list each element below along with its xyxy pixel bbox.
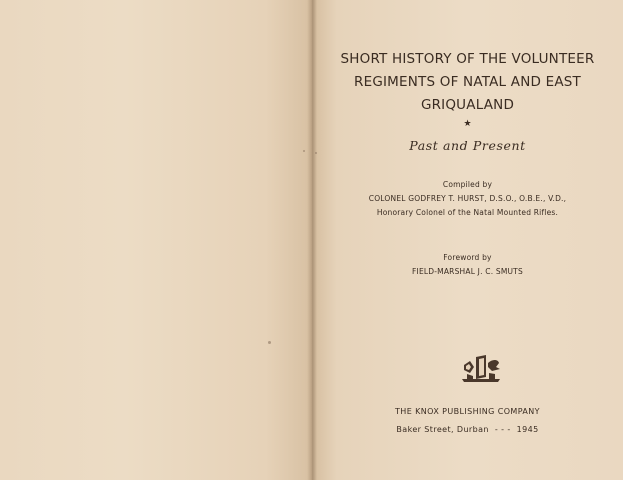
book-gutter: [307, 0, 317, 480]
book-title: [312, 48, 623, 117]
compiler-credit: [312, 178, 623, 220]
star-ornament: ★: [463, 119, 472, 129]
book-subtitle: Past and Present: [409, 138, 526, 153]
compiled-by-label: Compiled by: [442, 180, 493, 189]
foreword-author: FIELD-MARSHAL J. C. SMUTS: [412, 267, 523, 276]
compiler-name: COLONEL GODFREY T. HURST, D.S.O., O.B.E., V.D.,: [368, 194, 567, 203]
title-line: GRIQUALAND: [420, 97, 515, 113]
title-line: REGIMENTS OF NATAL AND EAST: [354, 74, 581, 90]
compiler-role: Honorary Colonel of the Natal Mounted Rifles.: [376, 208, 559, 217]
publication-year: 1945: [516, 425, 539, 434]
publisher-address: Baker Street, Durban: [396, 425, 489, 434]
foreword-by-label: Foreword by: [443, 253, 492, 262]
publisher-imprint: [312, 403, 623, 439]
paper-speck: [268, 341, 271, 344]
publisher-emblem-icon: [458, 353, 504, 385]
address-dashes: - - -: [494, 425, 511, 434]
title-page: [312, 0, 623, 480]
publisher-address-line: [312, 421, 623, 439]
title-line: SHORT HISTORY OF THE VOLUNTEER: [340, 51, 595, 67]
publisher-name: THE KNOX PUBLISHING COMPANY: [395, 407, 540, 416]
paper-speck: [303, 150, 305, 152]
foreword-credit: [312, 251, 623, 279]
